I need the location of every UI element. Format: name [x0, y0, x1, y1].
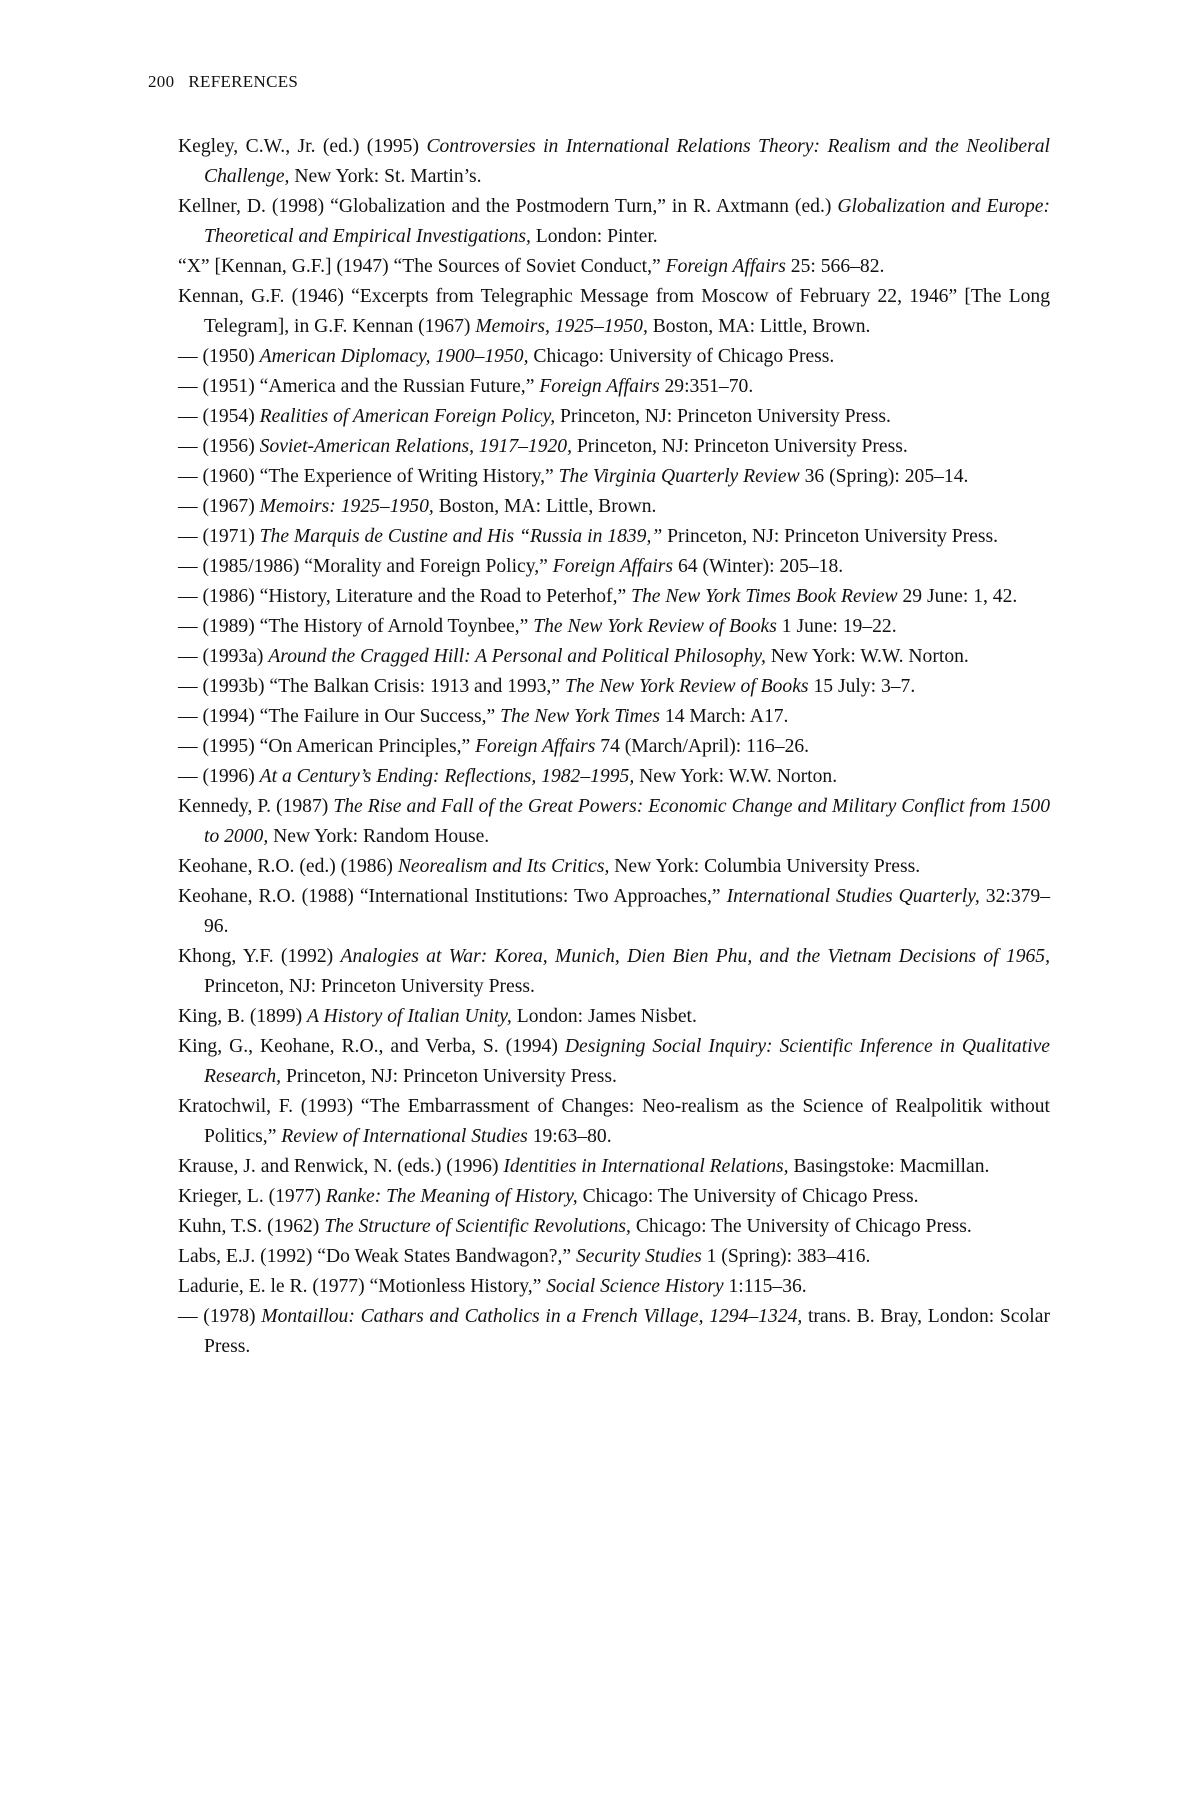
reference-entry	[178, 1032, 1050, 1092]
reference-title: The Rise and Fall of the Great Powers: Economic Change and Military Conflict from 1500 to 2000,	[204, 796, 1050, 847]
running-head	[148, 72, 298, 92]
reference-text: — (1989) “The History of Arnold Toynbee,”	[178, 616, 534, 637]
reference-list	[178, 132, 1050, 1362]
reference-entry	[178, 462, 1050, 492]
reference-title: Ranke: The Meaning of History,	[325, 1186, 578, 1207]
reference-title: Identities in International Relations,	[503, 1156, 789, 1177]
reference-publication-details: New York: St. Martin’s.	[289, 166, 482, 187]
reference-text: Kratochwil, F. (1993) “The Embarrassment of Changes: Neo-realism as the Science of Realpolitik without Politics,”	[178, 1096, 1050, 1147]
reference-entry	[178, 372, 1050, 402]
reference-publication-details: 1:115–36.	[723, 1276, 807, 1297]
reference-title: The Marquis de Custine and His “Russia in 1839,”	[259, 526, 663, 547]
reference-title: Foreign Affairs	[475, 736, 596, 757]
reference-text: Krause, J. and Renwick, N. (eds.) (1996)	[178, 1156, 504, 1177]
reference-text: Kuhn, T.S. (1962)	[178, 1216, 325, 1237]
page-number: 200	[148, 72, 175, 91]
reference-text: — (1960) “The Experience of Writing History,”	[178, 466, 559, 487]
reference-entry	[178, 1182, 1050, 1212]
reference-publication-details: 32:379–96.	[204, 886, 1051, 937]
reference-entry	[178, 852, 1050, 882]
reference-entry	[178, 432, 1050, 462]
reference-text: Kellner, D. (1998) “Globalization and the Postmodern Turn,” in R. Axtmann (ed.)	[178, 196, 838, 217]
reference-entry	[178, 342, 1050, 372]
reference-entry	[178, 1092, 1050, 1152]
reference-entry	[178, 732, 1050, 762]
reference-publication-details: 15 July: 3–7.	[808, 676, 916, 697]
reference-publication-details: 1 (Spring): 383–416.	[701, 1246, 871, 1267]
reference-entry	[178, 582, 1050, 612]
reference-entry	[178, 1212, 1050, 1242]
reference-text: Keohane, R.O. (ed.) (1986)	[178, 856, 398, 877]
reference-publication-details: 64 (Winter): 205–18.	[673, 556, 844, 577]
reference-text: — (1971)	[178, 526, 260, 547]
reference-title: Foreign Affairs	[552, 556, 674, 577]
reference-title: Controversies in International Relations Theory: Realism and the Neoliberal Challenge,	[204, 136, 1050, 187]
reference-publication-details: Princeton, NJ: Princeton University Press.	[572, 436, 908, 457]
reference-title: The New York Review of Books	[533, 616, 777, 637]
reference-text: “X” [Kennan, G.F.] (1947) “The Sources of Soviet Conduct,”	[178, 256, 666, 277]
reference-publication-details: 74 (March/April): 116–26.	[595, 736, 810, 757]
reference-publication-details: Boston, MA: Little, Brown.	[433, 496, 657, 517]
reference-text: — (1985/1986) “Morality and Foreign Policy,”	[178, 556, 553, 577]
reference-entry	[178, 612, 1050, 642]
reference-publication-details: Princeton, NJ: Princeton University Press.	[555, 406, 891, 427]
reference-text: Kennan, G.F. (1946) “Excerpts from Telegraphic Message from Moscow of February 22, 1946” [The Long Telegram], in G.F. Kennan (1967)	[178, 286, 1050, 337]
reference-text: Kegley, C.W., Jr. (ed.) (1995)	[178, 136, 427, 157]
reference-entry	[178, 792, 1050, 852]
reference-text: — (1950)	[178, 346, 260, 367]
reference-title: Memoirs, 1925–1950,	[475, 316, 648, 337]
reference-publication-details: 25: 566–82.	[785, 256, 885, 277]
reference-entry	[178, 882, 1050, 942]
reference-text: Ladurie, E. le R. (1977) “Motionless History,”	[178, 1276, 547, 1297]
reference-title: Memoirs: 1925–1950,	[259, 496, 434, 517]
reference-title: The New York Times Book Review	[631, 586, 898, 607]
reference-publication-details: Princeton, NJ: Princeton University Press.	[281, 1066, 617, 1087]
reference-text: — (1956)	[178, 436, 260, 457]
reference-text: King, B. (1899)	[178, 1006, 307, 1027]
reference-title: Designing Social Inquiry: Scientific Inference in Qualitative Research,	[204, 1036, 1050, 1087]
reference-publication-details: London: James Nisbet.	[511, 1006, 697, 1027]
reference-text: Labs, E.J. (1992) “Do Weak States Bandwagon?,”	[178, 1246, 576, 1267]
reference-title: The New York Times	[500, 706, 660, 727]
reference-entry	[178, 1272, 1050, 1302]
reference-title: At a Century’s Ending: Reflections, 1982–1995,	[259, 766, 635, 787]
reference-publication-details: trans. B. Bray, London: Scolar Press.	[204, 1306, 1050, 1357]
reference-text: — (1954)	[178, 406, 260, 427]
reference-publication-details: 19:63–80.	[527, 1126, 612, 1147]
reference-text: Kennedy, P. (1987)	[178, 796, 334, 817]
reference-entry	[178, 1002, 1050, 1032]
reference-title: Realities of American Foreign Policy,	[259, 406, 556, 427]
reference-title: Foreign Affairs	[665, 256, 786, 277]
reference-publication-details: Princeton, NJ: Princeton University Press.	[204, 976, 535, 997]
reference-text: Krieger, L. (1977)	[178, 1186, 326, 1207]
reference-title: International Studies Quarterly,	[726, 886, 980, 907]
reference-title: Security Studies	[576, 1246, 702, 1267]
reference-publication-details: London: Pinter.	[530, 226, 658, 247]
reference-publication-details: New York: Random House.	[268, 826, 490, 847]
reference-title: Around the Cragged Hill: A Personal and Political Philosophy,	[268, 646, 766, 667]
reference-entry	[178, 402, 1050, 432]
reference-title: The Virginia Quarterly Review	[558, 466, 800, 487]
reference-publication-details: 14 March: A17.	[660, 706, 789, 727]
reference-publication-details: 36 (Spring): 205–14.	[799, 466, 969, 487]
reference-entry	[178, 1302, 1050, 1362]
reference-publication-details: Chicago: University of Chicago Press.	[528, 346, 835, 367]
reference-publication-details: New York: Columbia University Press.	[609, 856, 921, 877]
reference-publication-details: 29 June: 1, 42.	[897, 586, 1018, 607]
reference-title: Montaillou: Cathars and Catholics in a French Village, 1294–1324,	[261, 1306, 803, 1327]
reference-entry	[178, 282, 1050, 342]
reference-title: Neorealism and Its Critics,	[397, 856, 610, 877]
section-title: REFERENCES	[188, 72, 299, 91]
reference-text: — (1993b) “The Balkan Crisis: 1913 and 1993,”	[178, 676, 565, 697]
reference-entry	[178, 132, 1050, 192]
reference-title: Foreign Affairs	[539, 376, 660, 397]
reference-title: Soviet-American Relations, 1917–1920,	[259, 436, 572, 457]
reference-entry	[178, 552, 1050, 582]
reference-publication-details: New York: W.W. Norton.	[765, 646, 969, 667]
reference-publication-details: Princeton, NJ: Princeton University Press.	[662, 526, 999, 547]
reference-publication-details: 29:351–70.	[659, 376, 754, 397]
reference-entry	[178, 492, 1050, 522]
reference-text: — (1967)	[178, 496, 260, 517]
reference-title: Social Science History	[546, 1276, 724, 1297]
reference-entry	[178, 522, 1050, 552]
reference-text: — (1994) “The Failure in Our Success,”	[178, 706, 501, 727]
reference-text: — (1986) “History, Literature and the Road to Peterhof,”	[178, 586, 632, 607]
reference-text: Khong, Y.F. (1992)	[178, 946, 341, 967]
reference-entry	[178, 192, 1050, 252]
reference-title: Analogies at War: Korea, Munich, Dien Bien Phu, and the Vietnam Decisions of 1965,	[340, 946, 1050, 967]
reference-entry	[178, 702, 1050, 732]
reference-title: The Structure of Scientific Revolutions,	[324, 1216, 631, 1237]
reference-text: King, G., Keohane, R.O., and Verba, S. (1994)	[178, 1036, 565, 1057]
reference-publication-details: Chicago: The University of Chicago Press.	[577, 1186, 919, 1207]
reference-text: — (1996)	[178, 766, 260, 787]
reference-text: — (1951) “America and the Russian Future,”	[178, 376, 540, 397]
reference-title: Globalization and Europe: Theoretical and Empirical Investigations,	[204, 196, 1051, 247]
reference-title: Review of International Studies	[281, 1126, 528, 1147]
reference-text: — (1995) “On American Principles,”	[178, 736, 476, 757]
reference-publication-details: 1 June: 19–22.	[776, 616, 897, 637]
reference-title: The New York Review of Books	[564, 676, 809, 697]
reference-title: A History of Italian Unity,	[307, 1006, 512, 1027]
reference-text: — (1993a)	[178, 646, 269, 667]
reference-text: — (1978)	[178, 1306, 262, 1327]
reference-entry	[178, 1152, 1050, 1182]
reference-entry	[178, 1242, 1050, 1272]
reference-entry	[178, 672, 1050, 702]
reference-entry	[178, 762, 1050, 792]
reference-title: American Diplomacy, 1900–1950,	[259, 346, 529, 367]
reference-publication-details: Chicago: The University of Chicago Press.	[630, 1216, 972, 1237]
reference-entry	[178, 642, 1050, 672]
reference-publication-details: Basingstoke: Macmillan.	[788, 1156, 990, 1177]
reference-publication-details: New York: W.W. Norton.	[634, 766, 838, 787]
reference-text: Keohane, R.O. (1988) “International Institutions: Two Approaches,”	[178, 886, 727, 907]
reference-entry	[178, 942, 1050, 1002]
reference-publication-details: Boston, MA: Little, Brown.	[647, 316, 871, 337]
reference-entry	[178, 252, 1050, 282]
